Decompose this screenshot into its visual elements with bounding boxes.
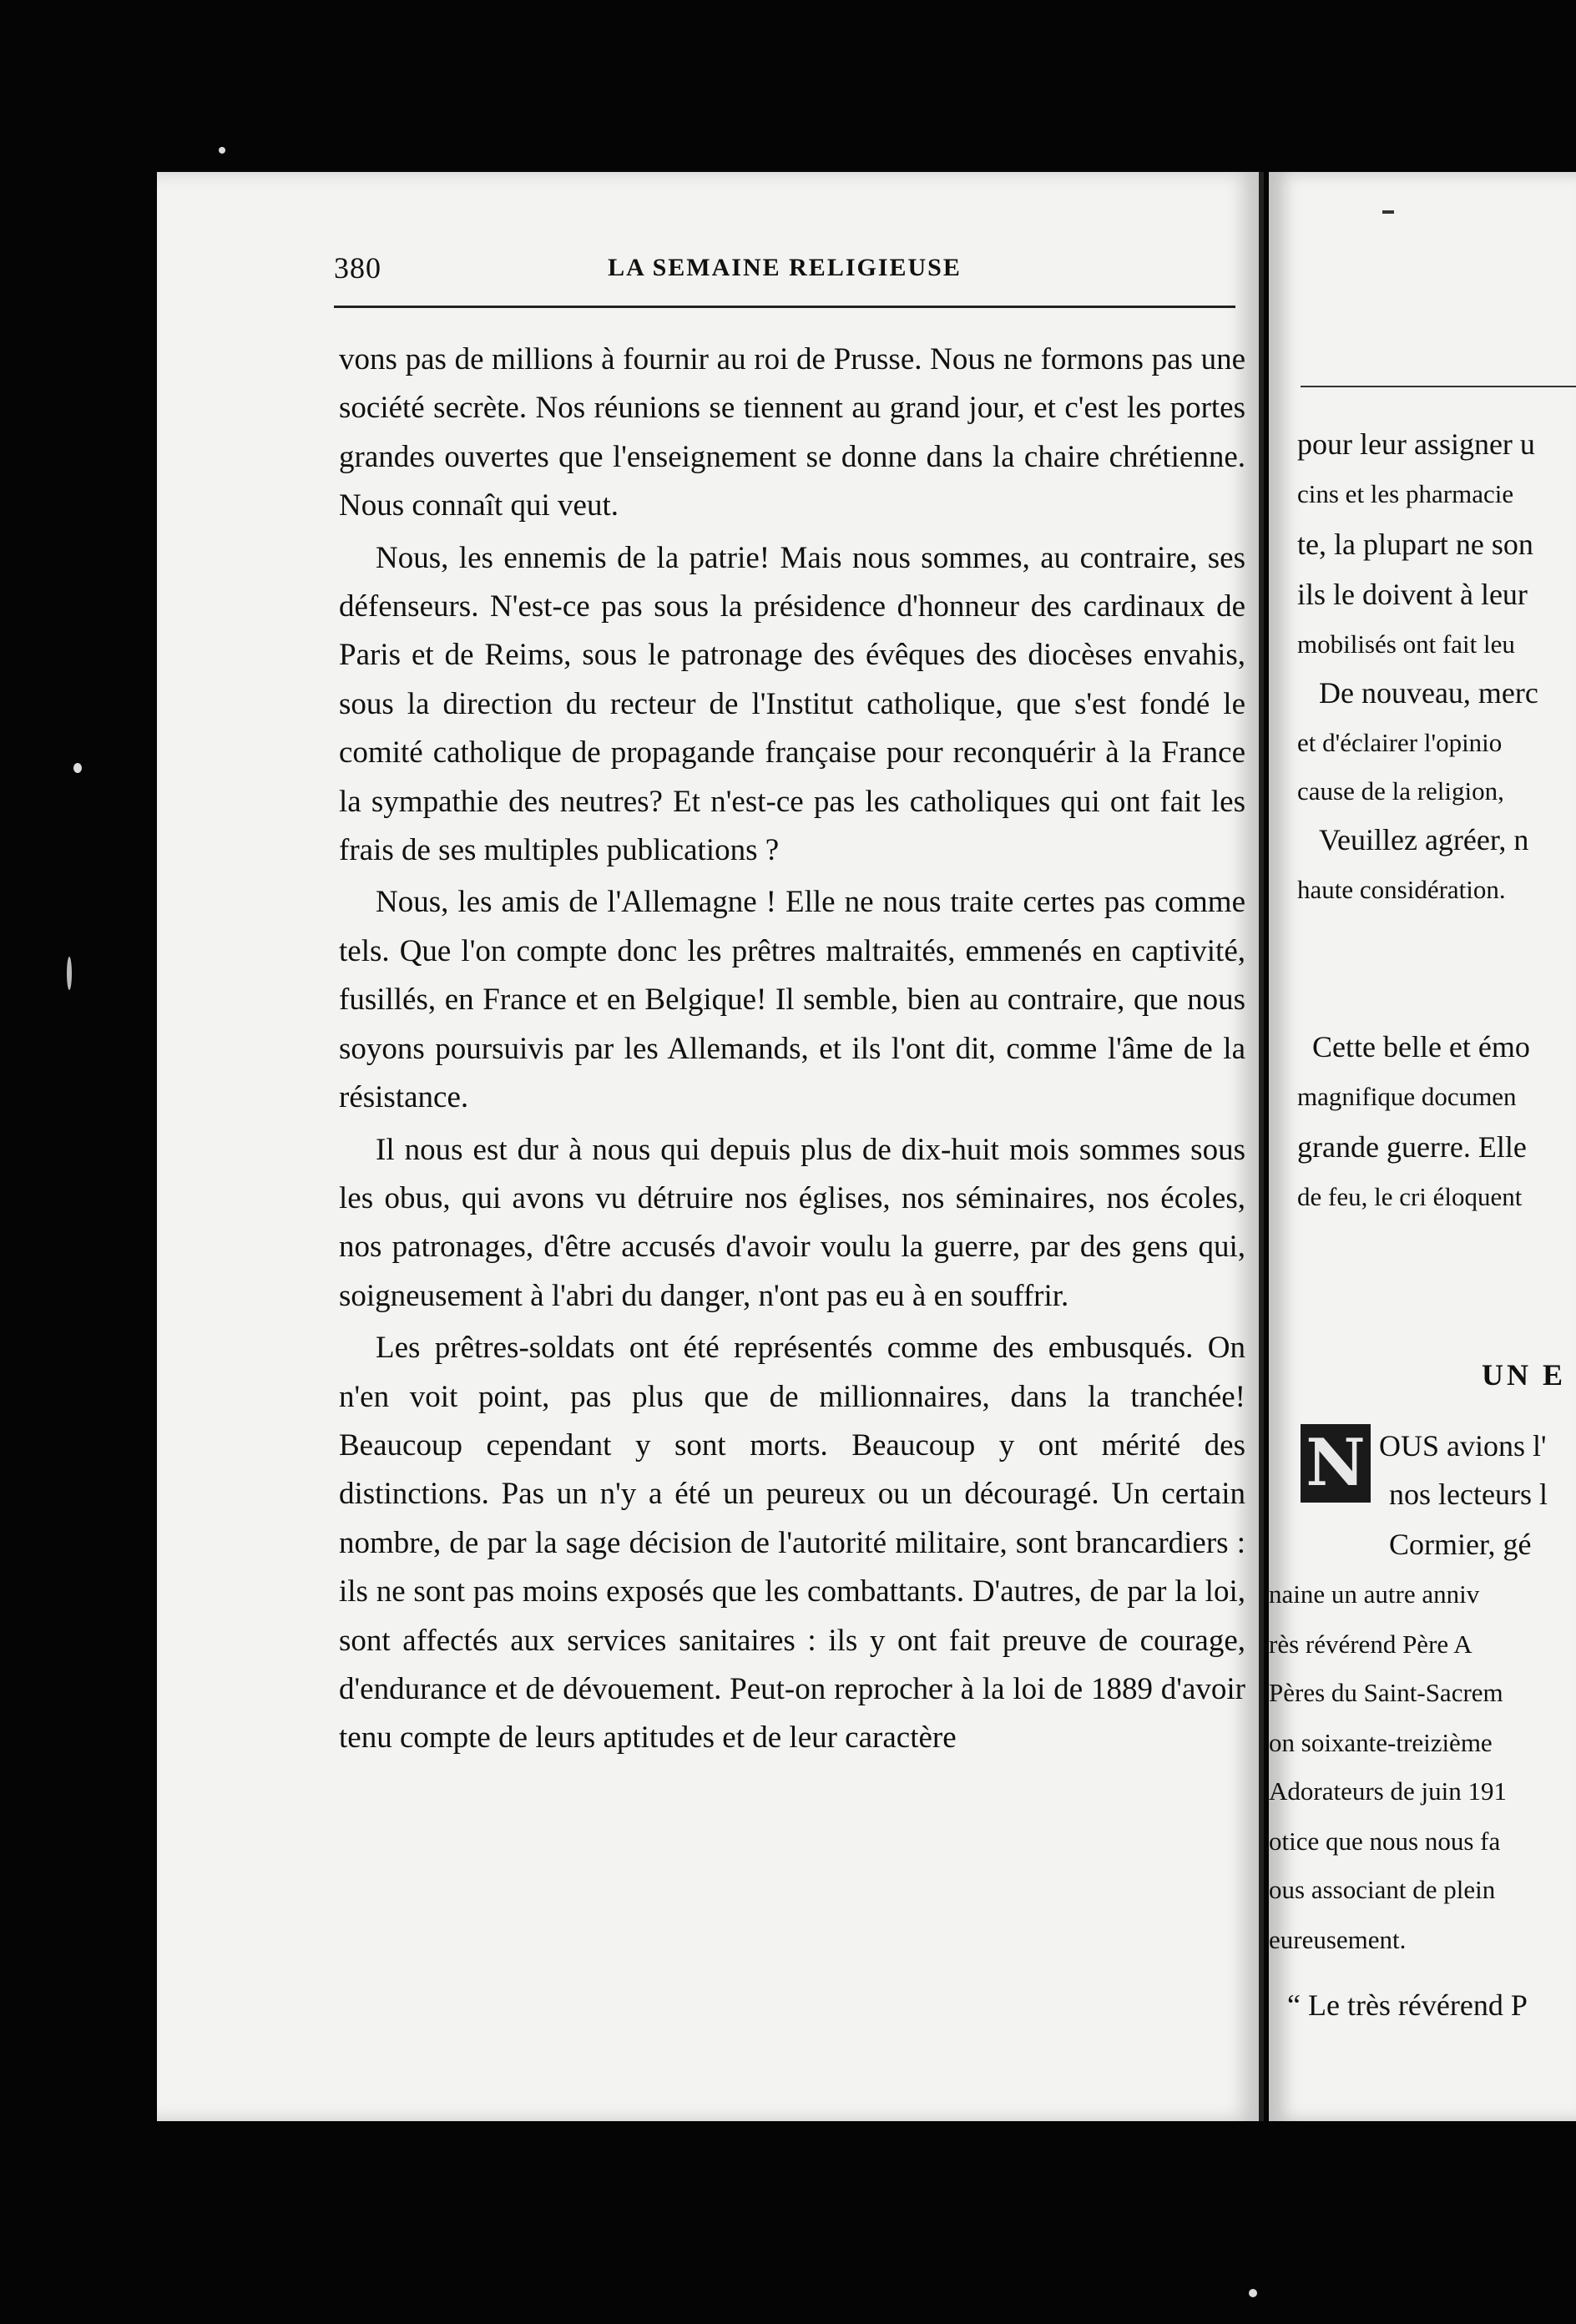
text-line: magnifique documen (1297, 1082, 1517, 1111)
page-number: 380 (334, 251, 381, 285)
page-mark (1382, 210, 1394, 214)
dust-speck (67, 957, 72, 990)
left-page (157, 172, 1264, 2121)
text-line: Veuillez agréer, n (1319, 823, 1529, 856)
text-line: Cormier, gé (1389, 1528, 1532, 1561)
text-line: naine un autre anniv (1269, 1579, 1480, 1609)
text-line: haute considération. (1297, 875, 1506, 904)
paragraph: Nous, les amis de l'Allemagne ! Elle ne nous traite certes pas comme tels. Que l'on compte donc les prêtres maltraités, emmenés en captivité, fusillés, en France et en Belgique! Il semble, bien au contraire, que nous soyons poursuivis par les Allemands, et ils l'ont dit, comme l'âme de la résistance. (339, 885, 1245, 1115)
running-title: LA SEMAINE RELIGIEUSE (608, 254, 962, 281)
section-heading: UN E (1482, 1358, 1567, 1392)
header-rule (1301, 386, 1576, 387)
paragraph: Les prêtres-soldats ont été représentés comme des embusqués. On n'en voit point, pas plus que de millionnaires, dans la tranchée! Beaucoup cependant y sont morts. Beaucoup y ont mérité des distinctions. Pas un n'y a été un peureux ou un découragé. Un certain nombre, de par la sage décision de l'autorité militaire, sont brancardiers : ils ne sont pas moins exposés que les combattants. D'autres, de par la loi, sont affectés aux services sanitaires : ils y ont fait preuve de courage, d'endurance et de dévouement. Peut-on reprocher à la loi de 1889 d'avoir tenu compte de leurs aptitudes et de leur caractère (339, 1331, 1245, 1756)
header-rule (334, 306, 1235, 308)
text-line: Adorateurs de juin 191 (1269, 1776, 1507, 1806)
paragraph: Il nous est dur à nous qui depuis plus de dix-huit mois sommes sous les obus, qui avons vu détruire nos églises, nos séminaires, nos écoles, nos patronages, d'être accusés d'avoir voulu la guerre, par des gens qui, soigneusement à l'abri du danger, n'ont pas eu à en souffrir. (339, 1132, 1245, 1313)
text-line: eureusement. (1269, 1925, 1407, 1954)
text-line: rès révérend Père A (1269, 1629, 1472, 1659)
text-line: nos lecteurs l (1389, 1478, 1548, 1511)
text-line: Pères du Saint-Sacrem (1269, 1678, 1503, 1707)
text-line: De nouveau, merc (1319, 676, 1538, 710)
text-line: pour leur assigner u (1297, 427, 1535, 461)
text-line: Cette belle et émo (1312, 1030, 1530, 1063)
paragraph: Nous, les ennemis de la patrie! Mais nous sommes, au contraire, ses défenseurs. N'est-ce pas sous la présidence d'honneur des cardinaux de Paris et de Reims, sous le patronage des évêques des diocèses envahis, sous la direction du recteur de l'Institut catholique, que s'est fondé le comité catholique de propagande française pour reconquérir à la France la sympathie des neutres? Et n'est-ce pas les catholiques qui ont fait les frais de ses multiples publications ? (339, 540, 1245, 868)
text-line: ous associant de plein (1269, 1875, 1496, 1904)
text-line: grande guerre. Elle (1297, 1130, 1527, 1164)
body-text (339, 336, 1245, 1763)
right-page (1269, 172, 1576, 2121)
dust-speck (219, 147, 225, 154)
text-line: on soixante-treizième (1269, 1728, 1493, 1757)
text-line: OUS avions l' (1379, 1429, 1547, 1463)
paragraph: vons pas de millions à fournir au roi de Prusse. Nous ne formons pas une société secrète. Nos réunions se tiennent au grand jour, et c'est les portes grandes ouvertes que l'enseignement se donne dans la chaire chrétienne. Nous connaît qui veut. (339, 342, 1245, 523)
text-line: “ Le très révérend P (1287, 1988, 1528, 2022)
text-line: cins et les pharmacie (1297, 479, 1514, 508)
text-line: te, la plupart ne son (1297, 528, 1533, 561)
running-head (334, 245, 1235, 287)
text-line: de feu, le cri éloquent (1297, 1182, 1523, 1211)
text-line: mobilisés ont fait leu (1297, 629, 1515, 659)
text-line: cause de la religion, (1297, 776, 1504, 806)
text-line: otice que nous nous fa (1269, 1826, 1501, 1856)
text-line: et d'éclairer l'opinio (1297, 728, 1503, 757)
ornamental-dropcap: N (1301, 1424, 1371, 1503)
dust-speck (73, 763, 82, 773)
dust-speck (1249, 2289, 1257, 2297)
text-line: ils le doivent à leur (1297, 578, 1528, 611)
